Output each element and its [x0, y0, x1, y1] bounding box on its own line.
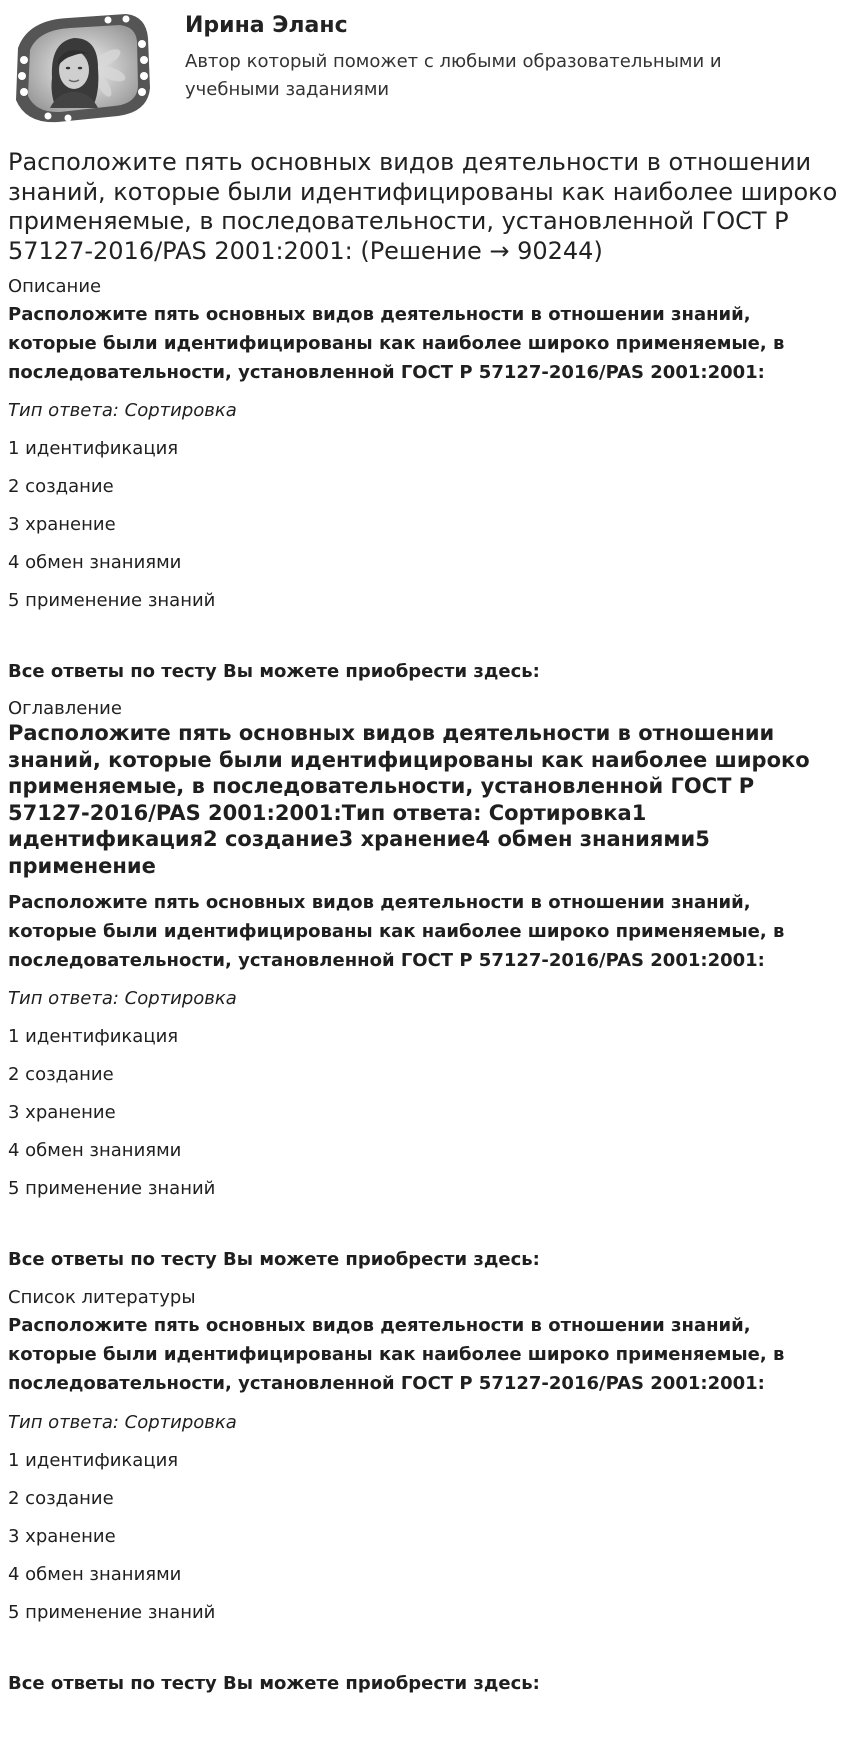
- list-item: 4 обмен знаниями: [8, 1140, 182, 1161]
- list-item: 2 создание: [8, 476, 114, 497]
- list-item: 5 применение знаний: [8, 1602, 216, 1623]
- question-text: Расположите пять основных видов деятельности в отношении знаний, которые были идентифицированы как наиболее широко применяемые, в последовательности, установленной ГОСТ Р 57127-2016/PAS 2001:2001:: [8, 892, 785, 971]
- page-title: Расположите пять основных видов деятельности в отношении знаний, которые были идентифицированы как наиболее широко применяемые, в последовательности, установленной ГОСТ Р 57127-2016/PAS 2001:2001: (Решение → 90244): [8, 148, 838, 265]
- list-item: 5 применение знаний: [8, 1178, 216, 1199]
- list-item: 4 обмен знаниями: [8, 1564, 182, 1585]
- list-item: 1 идентификация: [8, 1026, 179, 1047]
- list-item: 1 идентификация: [8, 1450, 179, 1471]
- section-label-references: Список литературы: [8, 1287, 196, 1308]
- list-item: 2 создание: [8, 1488, 114, 1509]
- list-item: 3 хранение: [8, 1526, 116, 1547]
- answer-type: Тип ответа: Сортировка: [8, 1412, 237, 1433]
- list-item: 2 создание: [8, 1064, 114, 1085]
- list-item: 4 обмен знаниями: [8, 552, 182, 573]
- buy-link-text[interactable]: Все ответы по тесту Вы можете приобрести здесь:: [8, 661, 540, 682]
- author-avatar[interactable]: [8, 8, 152, 126]
- list-item: 3 хранение: [8, 514, 116, 535]
- author-description: Автор который поможет с любыми образовательными и учебными заданиями: [185, 51, 722, 100]
- answer-type: Тип ответа: Сортировка: [8, 400, 237, 421]
- answer-type: Тип ответа: Сортировка: [8, 988, 237, 1009]
- author-name[interactable]: Ирина Эланс: [185, 13, 348, 38]
- author-photo-icon: [8, 8, 152, 126]
- buy-link-text[interactable]: Все ответы по тесту Вы можете приобрести здесь:: [8, 1249, 540, 1270]
- question-text: Расположите пять основных видов деятельности в отношении знаний, которые были идентифицированы как наиболее широко применяемые, в последовательности, установленной ГОСТ Р 57127-2016/PAS 2001:2001:: [8, 304, 785, 383]
- question-text: Расположите пять основных видов деятельности в отношении знаний, которые были идентифицированы как наиболее широко применяемые, в последовательности, установленной ГОСТ Р 57127-2016/PAS 2001:2001:: [8, 1315, 785, 1394]
- buy-link-text[interactable]: Все ответы по тесту Вы можете приобрести здесь:: [8, 1673, 540, 1694]
- section-label-description: Описание: [8, 276, 102, 297]
- section-label-toc: Оглавление: [8, 698, 122, 719]
- list-item: 5 применение знаний: [8, 590, 216, 611]
- page: [8, 0, 838, 1694]
- author-header: [8, 0, 838, 138]
- toc-heading[interactable]: Расположите пять основных видов деятельности в отношении знаний, которые были идентифицированы как наиболее широко применяемые, в последовательности, установленной ГОСТ Р 57127-2016/PAS 2001:2001:Тип ответа: Сортировка1 идентификация2 создание3 хранение4 обмен знаниями5 применение: [8, 721, 810, 878]
- list-item: 3 хранение: [8, 1102, 116, 1123]
- list-item: 1 идентификация: [8, 438, 179, 459]
